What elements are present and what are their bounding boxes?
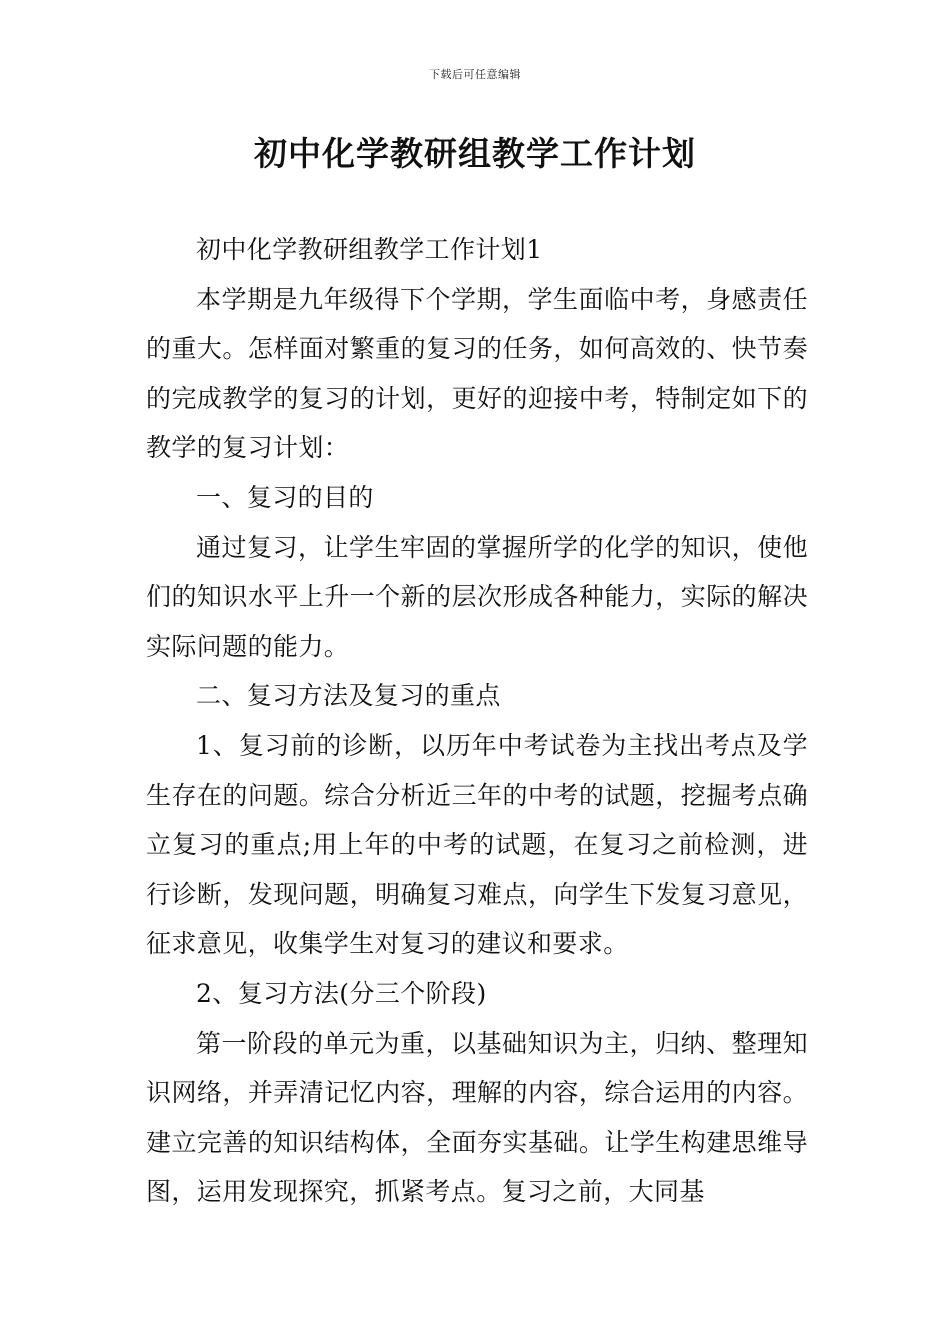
paragraph-diagnosis: 1、复习前的诊断，以历年中考试卷为主找出考点及学生存在的问题。综合分析近三年的中考的试题，挖掘考点确立复习的重点;用上年的中考的试题，在复习之前检测，进行诊断，发现问题，明确复习难点，向学生下发复习意见，征求意见，收集学生对复习的建议和要求。 (146, 730, 808, 959)
paragraph-intro: 本学期是九年级得下个学期，学生面临中考，身感责任的重大。怎样面对繁重的复习的任务，如何高效的、快节奏的完成教学的复习的计划，更好的迎接中考，特制定如下的教学的复习计划： (146, 284, 808, 463)
header-note: 下载后可任意编辑 (429, 68, 521, 81)
document-title: 初中化学教研组教学工作计划 (254, 134, 696, 173)
paragraph-methods-heading: 2、复习方法(分三个阶段) (196, 978, 487, 1008)
paragraph-stage-one: 第一阶段的单元为重，以基础知识为主，归纳、整理知识网络，并弄清记忆内容，理解的内容，综合运用的内容。建立完善的知识结构体，全面夯实基础。让学生构建思维导图，运用发现探究，抓紧考点。复习之前，大同基 (146, 1028, 808, 1207)
section-heading-methods: 二、复习方法及复习的重点 (196, 681, 501, 711)
section-heading-purpose: 一、复习的目的 (196, 482, 374, 512)
document-body (146, 225, 808, 1217)
paragraph-subtitle: 初中化学教研组教学工作计划1 (196, 235, 543, 264)
paragraph-purpose: 通过复习，让学生牢固的掌握所学的化学的知识，使他们的知识水平上升一个新的层次形成各种能力，实际的解决实际问题的能力。 (146, 532, 808, 661)
